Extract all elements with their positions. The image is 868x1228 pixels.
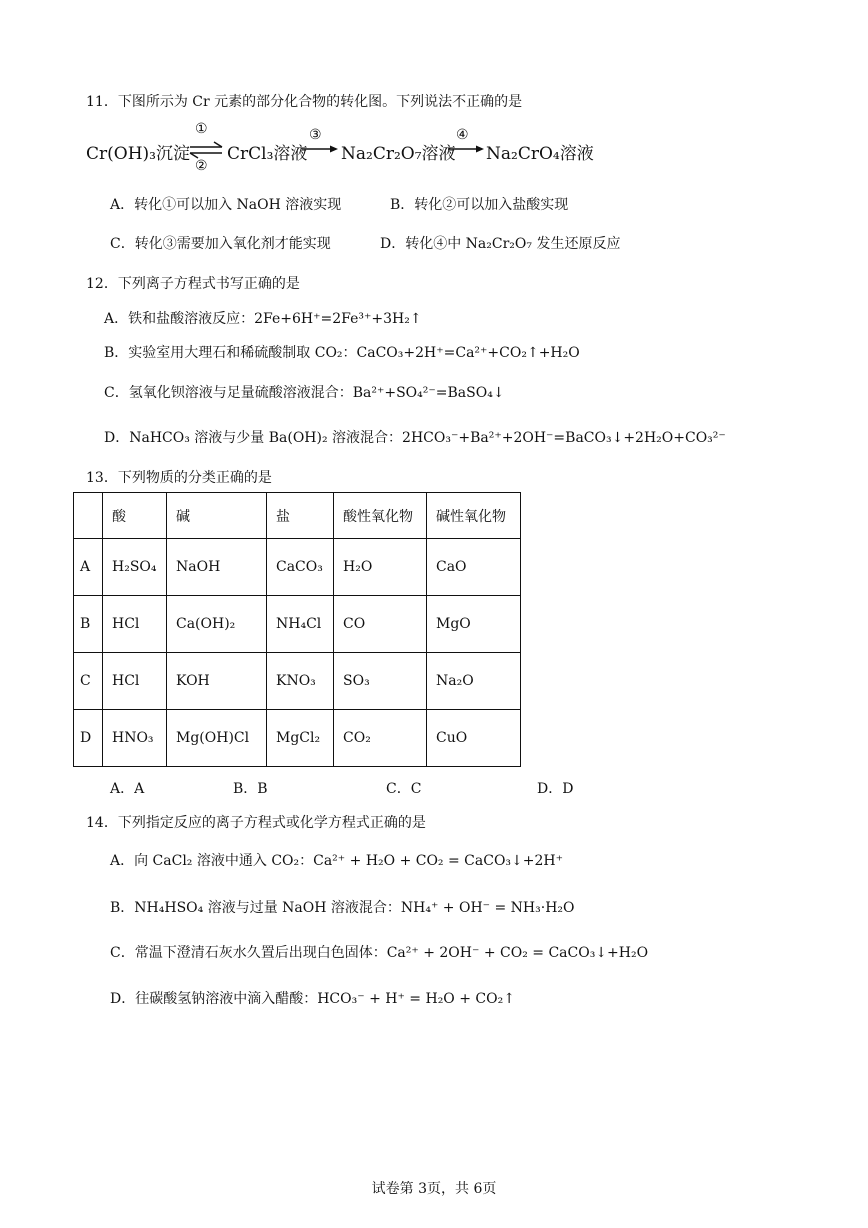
table-cell: HNO₃ bbox=[103, 710, 167, 767]
page-footer: 试卷第 3页，共 6页 bbox=[371, 1181, 497, 1197]
q11-option-d[interactable]: D．转化④中 Na₂Cr₂O₇ 发生还原反应 bbox=[380, 236, 621, 252]
table-cell: CaO bbox=[427, 539, 521, 596]
scheme-compound-1: Cr(OH)₃沉淀 bbox=[86, 144, 190, 164]
table-cell: H₂SO₄ bbox=[103, 539, 167, 596]
q11-option-c[interactable]: C．转化③需要加入氧化剂才能实现 bbox=[110, 236, 331, 252]
table-cell: Ca(OH)₂ bbox=[167, 596, 267, 653]
q13-stem: 13．下列物质的分类正确的是 bbox=[86, 470, 272, 486]
table-cell: CO bbox=[334, 596, 427, 653]
table-row bbox=[74, 539, 521, 596]
table-cell: C bbox=[74, 653, 103, 710]
table-cell: D bbox=[74, 710, 103, 767]
q13-option-d[interactable]: D．D bbox=[537, 781, 574, 797]
table-header-cell: 酸性氧化物 bbox=[334, 493, 427, 539]
table-row bbox=[74, 653, 521, 710]
table-cell: Na₂O bbox=[427, 653, 521, 710]
q14-option-d[interactable]: D．往碳酸氢钠溶液中滴入醋酸：HCO₃⁻ + H⁺ = H₂O + CO₂↑ bbox=[110, 991, 515, 1007]
table-cell: H₂O bbox=[334, 539, 427, 596]
table-cell: SO₃ bbox=[334, 653, 427, 710]
table-row bbox=[74, 710, 521, 767]
scheme-compound-4: Na₂CrO₄溶液 bbox=[486, 144, 594, 164]
classification-table bbox=[73, 492, 521, 767]
q11-option-a[interactable]: A．转化①可以加入 NaOH 溶液实现 bbox=[110, 197, 342, 213]
q11-stem: 11．下图所示为 Cr 元素的部分化合物的转化图。下列说法不正确的是 bbox=[86, 94, 523, 110]
arrow-right-icon bbox=[447, 144, 485, 154]
q12-option-d[interactable]: D．NaHCO₃ 溶液与少量 Ba(OH)₂ 溶液混合：2HCO₃⁻+Ba²⁺+2OH⁻=BaCO₃↓+2H₂O+CO₃²⁻ bbox=[104, 430, 726, 446]
reversible-arrow-icon bbox=[188, 141, 224, 159]
q12-stem: 12．下列离子方程式书写正确的是 bbox=[86, 276, 300, 292]
q14-option-a[interactable]: A．向 CaCl₂ 溶液中通入 CO₂：Ca²⁺ + H₂O + CO₂ = CaCO₃↓+2H⁺ bbox=[110, 853, 564, 869]
table-cell: KNO₃ bbox=[267, 653, 334, 710]
arrow-right-icon bbox=[301, 144, 339, 154]
table-cell: HCl bbox=[103, 596, 167, 653]
q13-option-b[interactable]: B．B bbox=[233, 781, 268, 797]
q13-option-a[interactable]: A．A bbox=[110, 781, 145, 797]
table-cell: MgCl₂ bbox=[267, 710, 334, 767]
table-cell: KOH bbox=[167, 653, 267, 710]
scheme-step-2: ② bbox=[195, 158, 208, 174]
scheme-compound-2: CrCl₃溶液 bbox=[227, 144, 308, 164]
q11-option-b[interactable]: B．转化②可以加入盐酸实现 bbox=[390, 197, 569, 213]
table-header-cell: 碱性氧化物 bbox=[427, 493, 521, 539]
table-cell: NH₄Cl bbox=[267, 596, 334, 653]
table-header-cell: 盐 bbox=[267, 493, 334, 539]
table-cell: A bbox=[74, 539, 103, 596]
q13-option-c[interactable]: C．C bbox=[386, 781, 422, 797]
q12-option-a[interactable]: A．铁和盐酸溶液反应：2Fe+6H⁺=2Fe³⁺+3H₂↑ bbox=[104, 311, 422, 327]
table-cell: CuO bbox=[427, 710, 521, 767]
q14-option-b[interactable]: B．NH₄HSO₄ 溶液与过量 NaOH 溶液混合：NH₄⁺ + OH⁻ = NH₃·H₂O bbox=[110, 900, 575, 916]
scheme-compound-3: Na₂Cr₂O₇溶液 bbox=[341, 144, 456, 164]
table-header-row bbox=[74, 493, 521, 539]
table-row bbox=[74, 596, 521, 653]
table-cell: CO₂ bbox=[334, 710, 427, 767]
scheme-step-1: ① bbox=[195, 121, 208, 137]
table-cell: NaOH bbox=[167, 539, 267, 596]
table-header-cell bbox=[74, 493, 103, 539]
table-cell: MgO bbox=[427, 596, 521, 653]
scheme-step-3: ③ bbox=[309, 127, 322, 143]
q12-option-b[interactable]: B．实验室用大理石和稀硫酸制取 CO₂：CaCO₃+2H⁺=Ca²⁺+CO₂↑+H₂O bbox=[104, 345, 580, 361]
table-cell: HCl bbox=[103, 653, 167, 710]
table-cell: CaCO₃ bbox=[267, 539, 334, 596]
table-cell: B bbox=[74, 596, 103, 653]
q12-option-c[interactable]: C．氢氧化钡溶液与足量硫酸溶液混合：Ba²⁺+SO₄²⁻=BaSO₄↓ bbox=[104, 385, 505, 401]
table-header-cell: 碱 bbox=[167, 493, 267, 539]
q14-option-c[interactable]: C．常温下澄清石灰水久置后出现白色固体：Ca²⁺ + 2OH⁻ + CO₂ = CaCO₃↓+H₂O bbox=[110, 945, 649, 961]
table-header-cell: 酸 bbox=[103, 493, 167, 539]
scheme-step-4: ④ bbox=[456, 127, 469, 143]
table-cell: Mg(OH)Cl bbox=[167, 710, 267, 767]
q14-stem: 14．下列指定反应的离子方程式或化学方程式正确的是 bbox=[86, 815, 426, 831]
